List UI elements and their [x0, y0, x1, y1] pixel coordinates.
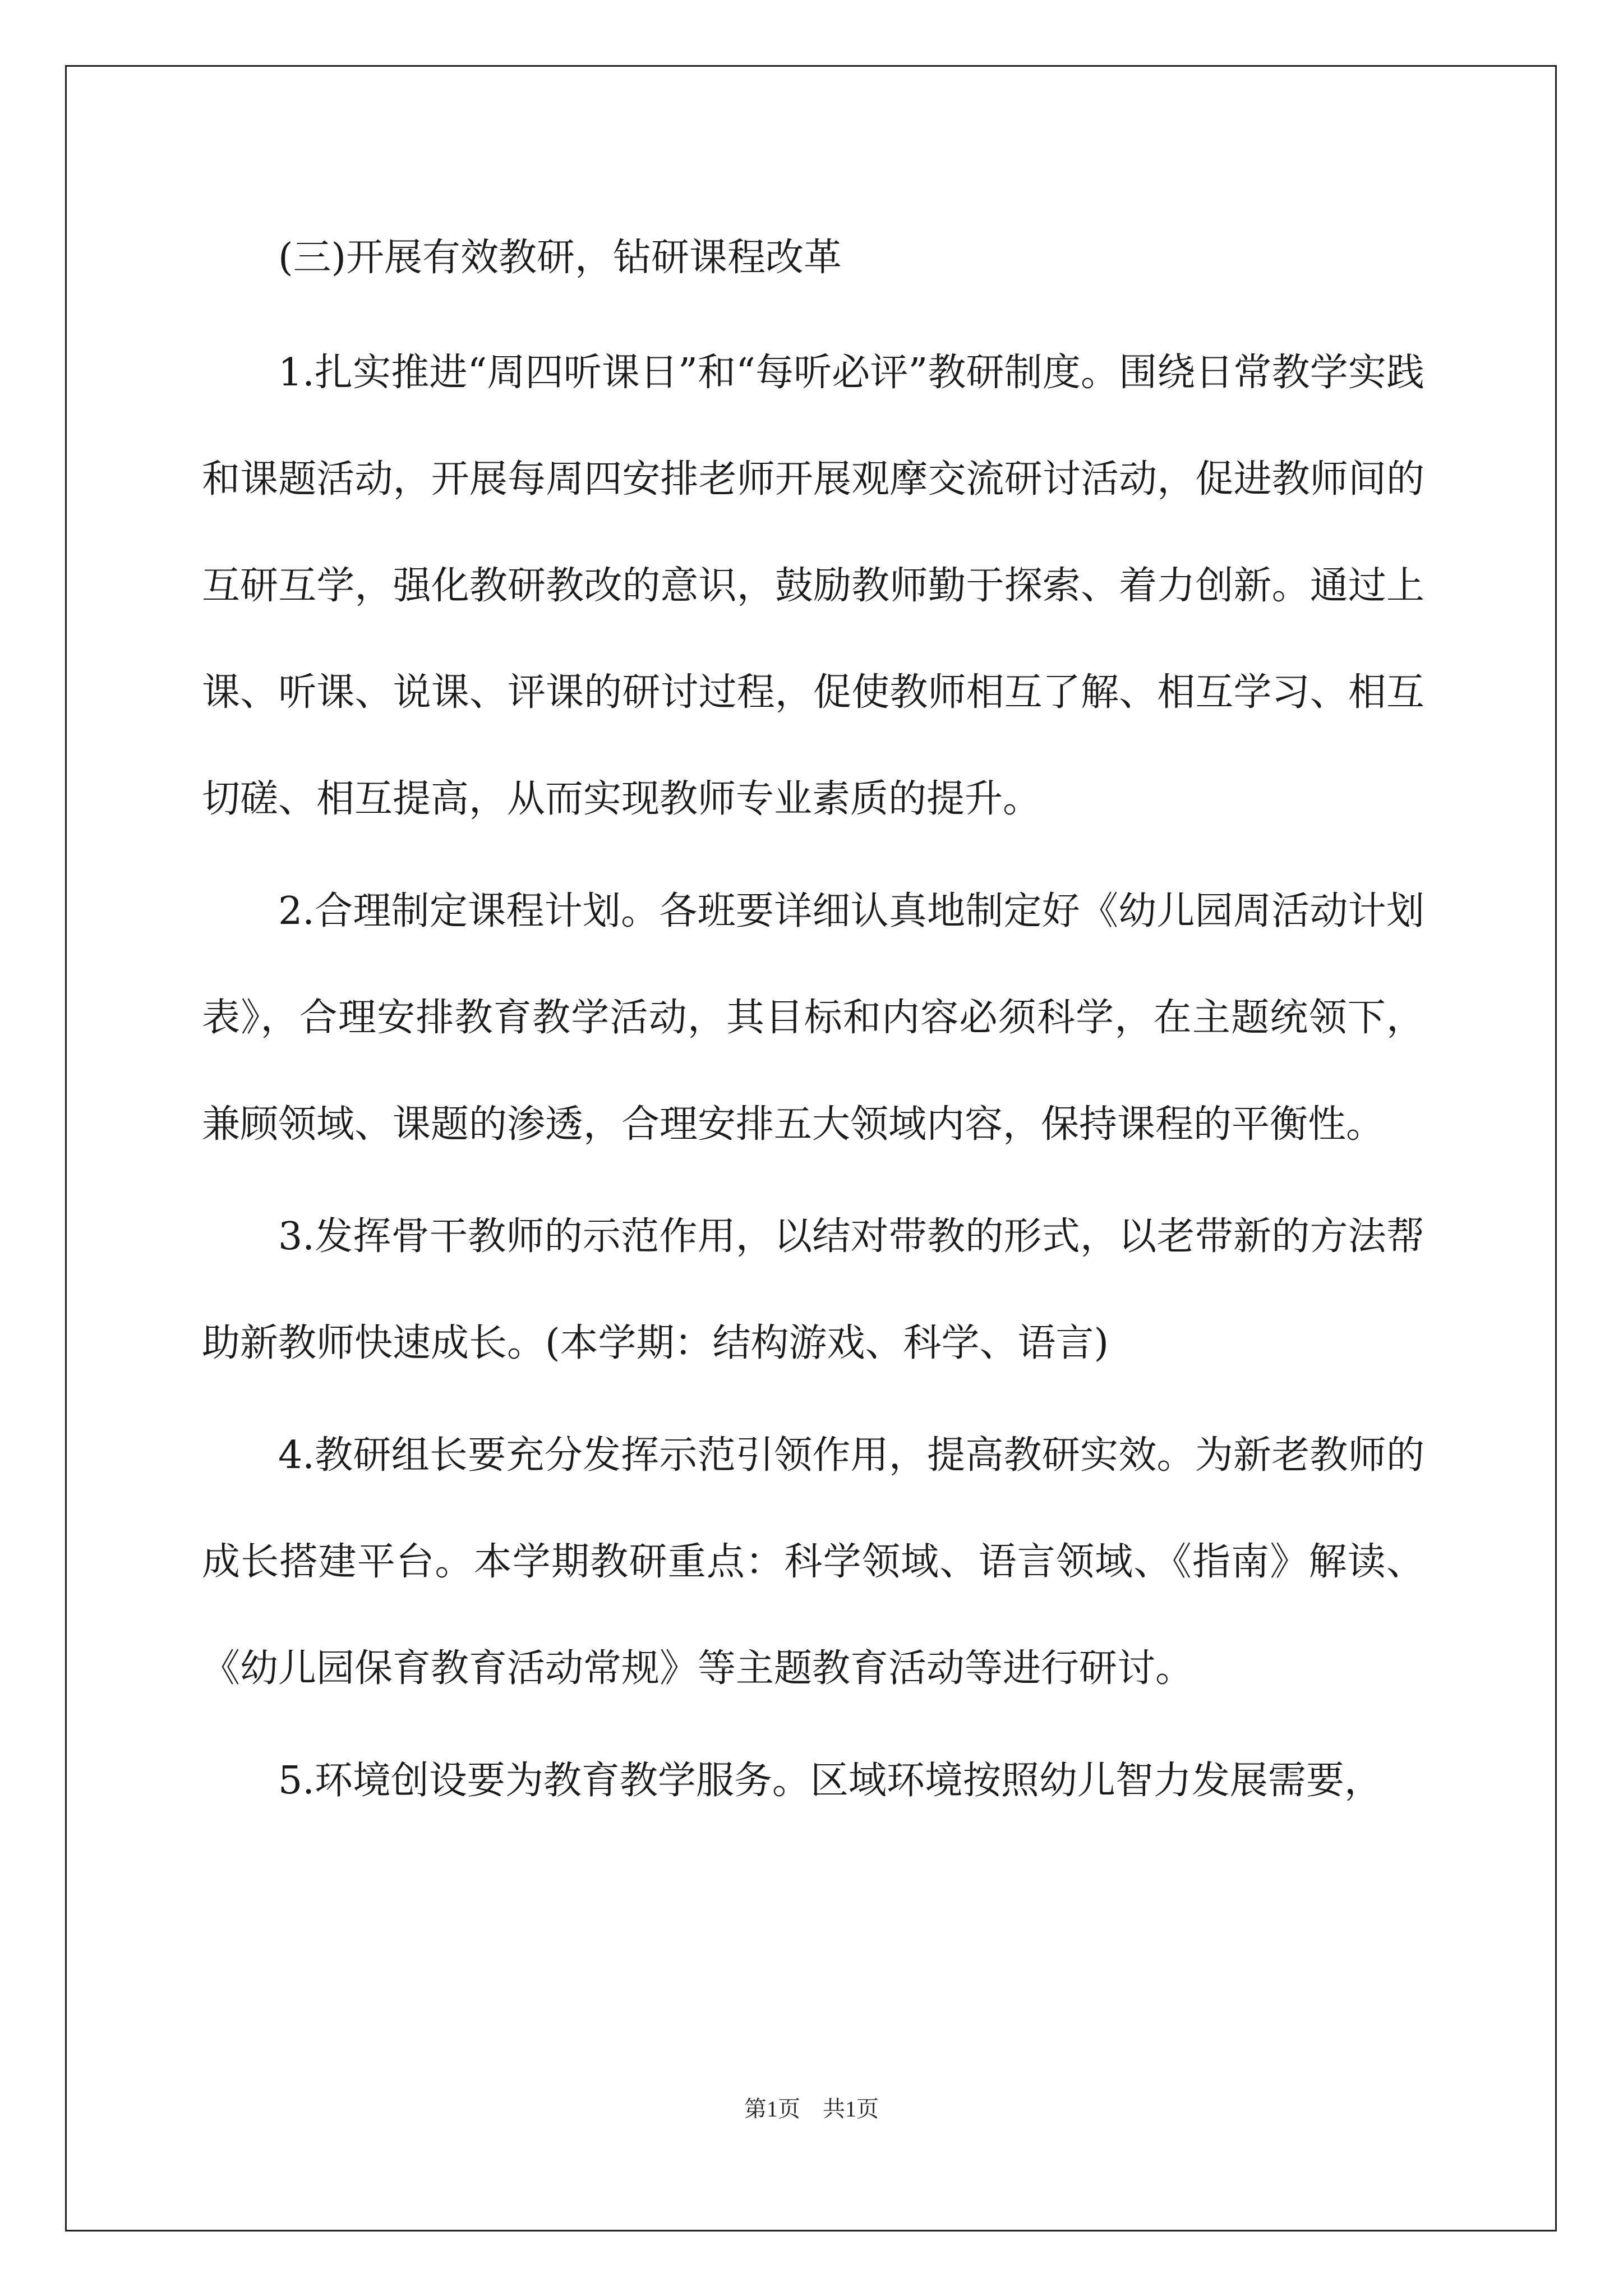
section-heading: (三)开展有效教研，钻研课程改革	[278, 236, 842, 280]
paragraph-2: 2.合理制定课程计划。各班要详细认真地制定好《幼儿园周活动计划表》，合理安排教育教学活动，其目标和内容必须科学，在主题统领下，兼顾领域、课题的渗透，合理安排五大领域内容，保持课程的平衡性。	[202, 889, 1424, 1147]
paragraph-5: 5.环境创设要为教育教学服务。区域环境按照幼儿智力发展需要，	[278, 1759, 1382, 1803]
document-body	[202, 208, 1424, 1840]
paragraph-3: 3.发挥骨干教师的示范作用，以结对带教的形式，以老带新的方法帮助新教师快速成长。(本学期：结构游戏、科学、语言)	[202, 1214, 1424, 1365]
paragraph-1: 1.扎实推进“周四听课日”和“每听必评”教研制度。围绕日常教学实践和课题活动，开展每周四安排老师开展观摩交流研讨活动，促进教师间的互研互学，强化教研教改的意识，鼓励教师勤于探索、着力创新。通过上课、听课、说课、评课的研讨过程，促使教师相互了解、相互学习、相互切磋、相互提高，从而实现教师专业素质的提升。	[202, 351, 1424, 821]
paragraph-4: 4.教研组长要充分发挥示范引领作用，提高教研实效。为新老教师的成长搭建平台。本学期教研重点：科学领域、语言领域、《指南》解读、《幼儿园保育教育活动常规》等主题教育活动等进行研讨。	[202, 1433, 1424, 1691]
page-footer: 第1页 共1页	[744, 2096, 879, 2122]
